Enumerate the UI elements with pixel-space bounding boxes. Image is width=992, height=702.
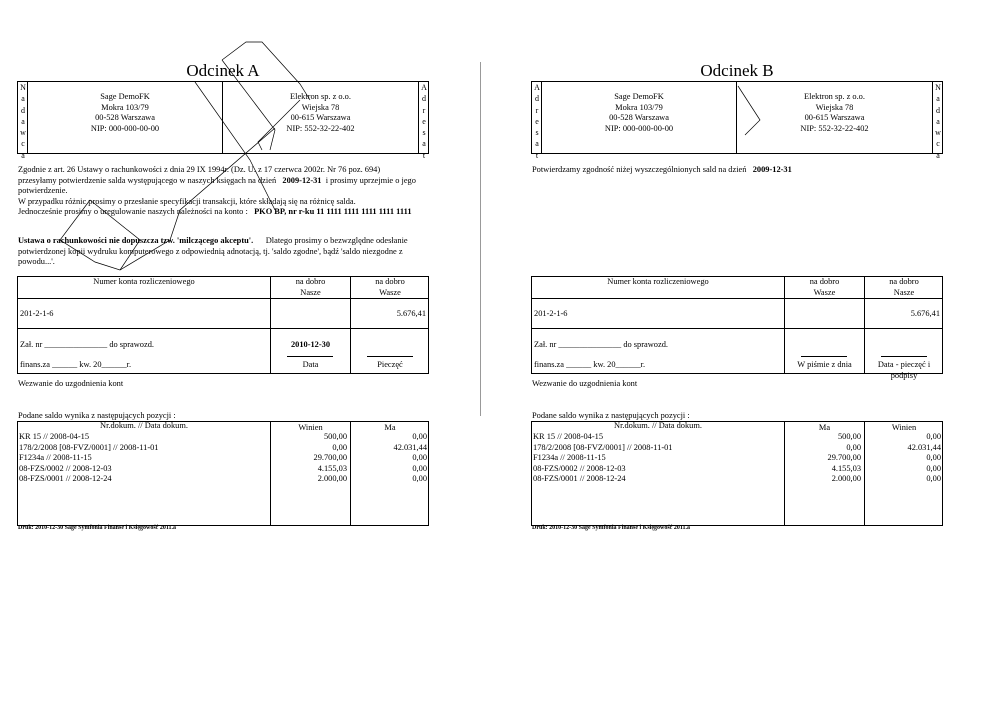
list-item: 08-FZS/0002 // 2008-12-03 — [19, 463, 112, 473]
scribble-line — [258, 100, 300, 150]
attachment-line: Zał. nr _______________ do sprawozd. — [20, 340, 154, 349]
winien-list: 500,00 0,00 29.700,00 4.155,03 2.000,00 — [313, 432, 347, 483]
list-item: F1234a // 2008-11-15 — [19, 453, 92, 462]
col-winien-header: Winien — [891, 423, 917, 432]
finans-line: finans.za ______ kw. 20______r. — [534, 360, 646, 369]
col-doc-header: Nr.dokum. // Data dokum. — [100, 421, 188, 430]
balance-value: 5.676,41 — [910, 309, 940, 318]
positions-title: Podane saldo wynika z następujących pozycji : — [532, 411, 690, 420]
date-label: Data — [302, 360, 319, 369]
print-footer: Druk: 2010-12-30 Sage Symfonia Finanse i Księgowość 2011.a — [18, 525, 177, 531]
section-a-title: Odcinek A — [186, 61, 260, 80]
sender-vertical-label: N a d a w c a — [935, 83, 941, 160]
summons-text: Wezwanie do uzgodnienia kont — [532, 379, 638, 388]
section-b-title: Odcinek B — [700, 61, 774, 80]
signature-date: 2010-12-30 — [290, 340, 331, 349]
scribble-line — [195, 82, 275, 210]
list-item: 08-FZS/0002 // 2008-12-03 — [533, 463, 626, 473]
list-item: 178/2/2008 [08-FVZ/0001] // 2008-11-01 — [533, 442, 673, 452]
account-number: 201-2-1-6 — [534, 309, 568, 318]
col-account-header: Numer konta rozliczeniowego — [93, 277, 195, 286]
list-item: 08-FZS/0001 // 2008-12-24 — [533, 474, 626, 483]
scribble-line — [222, 60, 275, 150]
list-item: KR 15 // 2008-04-15 — [533, 432, 604, 441]
finans-line: finans.za ______ kw. 20______r. — [20, 360, 132, 369]
left-party-address: Sage DemoFK Mokra 103/79 00-528 Warszawa NIP: 000-000-00-00 — [604, 92, 674, 133]
sender-vertical-label: N a d a w c a — [20, 83, 26, 160]
scribble-line — [90, 200, 140, 270]
summons-text: Wezwanie do uzgodnienia kont — [18, 379, 124, 388]
sender-address: Sage DemoFK Mokra 103/79 00-528 Warszawa NIP: 000-000-00-00 — [90, 92, 160, 133]
col-ma-header: Ma — [384, 423, 396, 432]
list-item: 178/2/2008 [08-FVZ/0001] // 2008-11-01 — [19, 442, 159, 452]
confirmation-text: Zgodnie z art. 26 Ustawy o rachunkowości z dnia 29 IX 1994r. (Dz. U. z 17 czerwca 2002r. Nr 76 poz. 694) przesyłamy potwierdzenie salda występującego w naszych księgach na dzień 2009-12-31 i prosimy uprzejmie o jego potwierdzenie. W przypadku różnic prosimy o przesłanie specyfikacji transakcji, które składają się na różnicę salda. Jednocześnie prosimy o uregulowanie naszych należności na konto : PKO BP, nr r-ku 11 1111 1111 1111 1111 1111 — [18, 165, 416, 216]
col-credit-yours-header: na dobro Wasze — [375, 277, 405, 297]
stamp-label: Pieczęć — [377, 360, 403, 369]
positions-title: Podane saldo wynika z następujących pozycji : — [18, 411, 176, 420]
list-item: F1234a // 2008-11-15 — [533, 453, 606, 462]
scribble-line — [738, 86, 760, 135]
winien-list: 0,00 42.031,44 0,00 0,00 0,00 — [907, 432, 941, 483]
col-doc-header: Nr.dokum. // Data dokum. — [614, 421, 702, 430]
list-item: KR 15 // 2008-04-15 — [19, 432, 90, 441]
ma-list: 0,00 42.031,44 0,00 0,00 0,00 — [393, 432, 427, 483]
list-item: 08-FZS/0001 // 2008-12-24 — [19, 474, 112, 483]
ma-list: 500,00 0,00 29.700,00 4.155,03 2.000,00 — [827, 432, 861, 483]
recipient-vertical-label: A d r e s a t — [421, 83, 427, 160]
col-account-header: Numer konta rozliczeniowego — [607, 277, 709, 286]
attachment-line: Zał. nr _______________ do sprawozd. — [534, 340, 668, 349]
recipient-vertical-label: A d r e s a t — [534, 83, 540, 160]
stamp-signature-label: Data - pieczęć i podpisy — [877, 360, 931, 380]
col-credit-ours-header: na dobro Nasze — [889, 277, 919, 297]
col-credit-ours-header: na dobro Nasze — [295, 277, 326, 297]
balance-value: 5.676,41 — [396, 309, 426, 318]
letter-date-label: W piśmie z dnia — [797, 360, 852, 369]
law-notice: Ustawa o rachunkowości nie dopuszcza tzw. 'milczącego akceptu'. Dlatego prosimy o bezwzględne odesłanie potwierdzonej kopii wydruku komputerowego z odpowiednią adnotacją, tj. 'saldo zgodne', bądź 'saldo niezgodne z powodu...'. — [18, 236, 408, 266]
col-winien-header: Winien — [298, 423, 323, 432]
print-footer: Druk: 2010-12-30 Sage Symfonia Finanse i Księgowość 2011.a — [532, 525, 691, 531]
account-number: 201-2-1-6 — [20, 309, 54, 318]
col-ma-header: Ma — [818, 423, 831, 432]
scribble-line — [222, 42, 310, 100]
col-credit-yours-header: na dobro Wasze — [809, 277, 840, 297]
confirmation-text: Potwierdzamy zgodność niżej wyszczególnionych sald na dzień 2009-12-31 — [532, 165, 792, 174]
recipient-address: Elektron sp. z o.o. Wiejska 78 00-615 Warszawa NIP: 552-32-22-402 — [286, 92, 355, 133]
right-party-address: Elektron sp. z o.o. Wiejska 78 00-615 Warszawa NIP: 552-32-22-402 — [800, 92, 869, 133]
